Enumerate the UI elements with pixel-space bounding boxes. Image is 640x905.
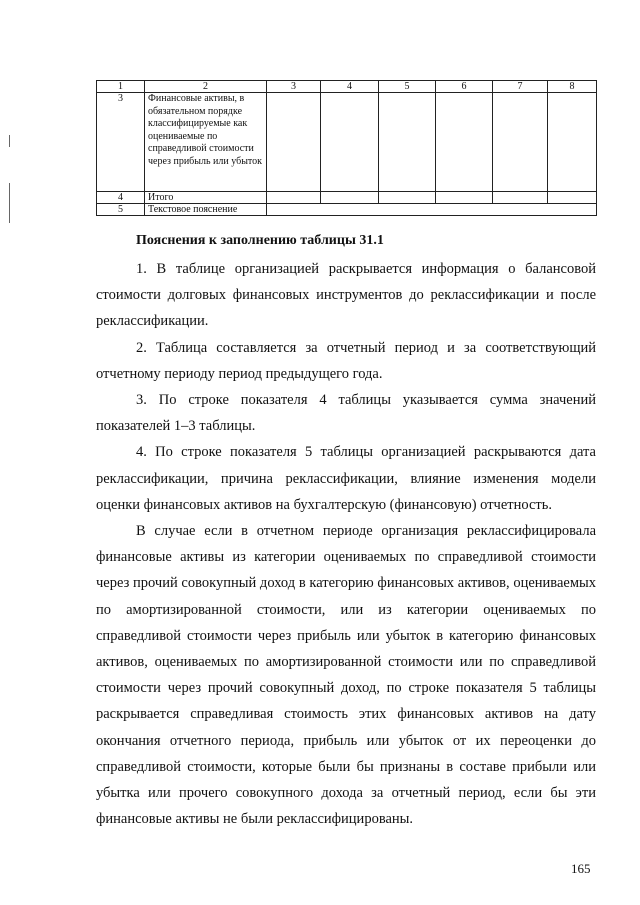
column-header: 5 (379, 81, 436, 93)
table-cell-merged (267, 204, 597, 216)
table-cell (436, 192, 493, 204)
paragraph: 4. По строке показателя 5 таблицы организацией раскрываются дата реклассификации, причина реклассификации, влияние изменения модели оценки финансовых активов на бухгалтерскую (финансовую) отчетность. (96, 444, 596, 513)
paragraph: 3. По строке показателя 4 таблицы указывается сумма значений показателей 1–3 таблицы. (96, 392, 596, 435)
table-cell (321, 93, 379, 192)
table-cell (379, 93, 436, 192)
table-cell (321, 192, 379, 204)
margin-mark (9, 135, 10, 147)
table-header-row (97, 81, 597, 93)
table-row (97, 204, 597, 216)
column-header: 2 (145, 81, 267, 93)
page-number: 165 (571, 861, 591, 876)
table-cell (267, 192, 321, 204)
table-cell (493, 192, 548, 204)
data-table (96, 80, 597, 216)
table-cell (379, 192, 436, 204)
column-header: 7 (493, 81, 548, 93)
table-row (97, 192, 597, 204)
paragraph: В случае если в отчетном периоде организация реклассифицировала финансовые активы из категории оцениваемых по справедливой стоимости через прочий совокупный доход в категорию финансовых активов, оцениваемых по амортизированной стоимости, или из категории оцениваемых по справедливой стоимости через прибыль или убыток в категорию финансовых активов, оцениваемых по амортизированной стоимости или по справедливой стоимости через прочий совокупный доход, по строке показателя 5 таблицы раскрывается справедливая стоимость этих финансовых активов на дату окончания отчетного периода, прибыль или убыток от их переоценки до справедливой стоимости, которые были бы признаны в составе прибыли или убытка или прочего совокупного дохода за отчетный период, если бы эти финансовые активы не были реклассифицированы. (96, 523, 596, 828)
paragraph: 1. В таблице организацией раскрывается информация о балансовой стоимости долговых финансовых инструментов до реклассификации и после реклассификации. (96, 261, 596, 330)
table-cell (493, 93, 548, 192)
section-heading: Пояснения к заполнению таблицы 31.1 (136, 233, 384, 248)
row-number: 3 (97, 93, 145, 192)
column-header: 3 (267, 81, 321, 93)
body-text (96, 256, 596, 832)
row-number: 5 (97, 204, 145, 216)
table-cell (436, 93, 493, 192)
column-header: 4 (321, 81, 379, 93)
table-row (97, 93, 597, 192)
column-header: 1 (97, 81, 145, 93)
table-cell (548, 192, 597, 204)
table-cell (548, 93, 597, 192)
row-label: Текстовое пояснение (145, 204, 267, 216)
row-number: 4 (97, 192, 145, 204)
column-header: 8 (548, 81, 597, 93)
column-header: 6 (436, 81, 493, 93)
margin-mark (9, 183, 10, 223)
row-label: Финансовые активы, в обязательном порядке классифицируемые как оцениваемые по справедливой стоимости через прибыль или убыток (145, 93, 267, 192)
table-cell (267, 93, 321, 192)
paragraph: 2. Таблица составляется за отчетный период и за соответствующий отчетному периоду период предыдущего года. (96, 339, 596, 382)
row-label: Итого (145, 192, 267, 204)
